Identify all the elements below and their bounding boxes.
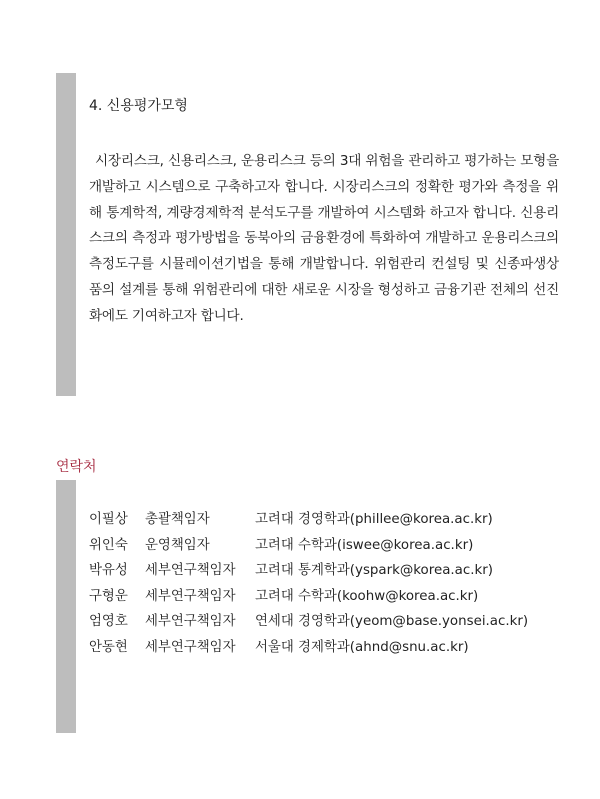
contact-name: 위인숙 [89,537,128,553]
contact-name: 구형운 [89,588,128,604]
section-title: 4. 신용평가모형 [89,98,188,114]
section-body-text: 시장리스크, 신용리스크, 운용리스크 등의 3대 위험을 관리하고 평가하는 모형을 개발하고 시스템으로 구축하고자 합니다. 시장리스크의 정확한 평가와 측정을 위해 통계학적, 계량경제학적 분석도구를 개발하여 시스템화 하고자 합니다. 신용리스크의 측정과 평가방법을 동북아의 금융환경에 특화하여 개발하고 운용리스크의 측정도구를 시뮬레이션기법을 통해 개발합니다. 위험관리 컨설팅 및 신종파생상품의 설계를 통해 위험관리에 대한 새로운 시장을 형성하고 금융기관 전체의 선진화에도 기여하고자 합니다. [89,153,559,324]
contact-affiliation: 고려대 경영학과(phillee@korea.ac.kr) [255,512,493,527]
contact-row [89,613,569,639]
contact-affiliation: 고려대 수학과(koohw@korea.ac.kr) [255,588,479,604]
contact-affiliation: 서울대 경제학과(ahnd@snu.ac.kr) [255,639,469,655]
contact-side-bar [56,480,76,733]
section-side-bar [56,73,76,396]
contact-row [89,562,569,588]
contact-row [89,639,569,665]
contact-role: 세부연구책임자 [145,588,236,604]
contact-name: 안동현 [89,639,128,655]
contact-list [89,511,569,664]
contact-role: 운영책임자 [145,537,210,553]
contact-role: 세부연구책임자 [145,563,236,578]
contact-row [89,588,569,614]
contact-affiliation: 연세대 경영학과(yeom@base.yonsei.ac.kr) [255,614,529,629]
contact-role: 총괄책임자 [145,512,210,527]
contact-name: 박유성 [89,563,128,578]
contact-role: 세부연구책임자 [145,614,236,629]
contact-heading: 연락처 [56,459,97,475]
contact-name: 이필상 [89,512,128,527]
contact-role: 세부연구책임자 [145,639,236,655]
contact-row [89,511,569,537]
contact-name: 엄영호 [89,614,128,629]
contact-affiliation: 고려대 수학과(iswee@korea.ac.kr) [255,537,474,553]
contact-row [89,537,569,563]
contact-affiliation: 고려대 통계학과(yspark@korea.ac.kr) [255,563,493,578]
